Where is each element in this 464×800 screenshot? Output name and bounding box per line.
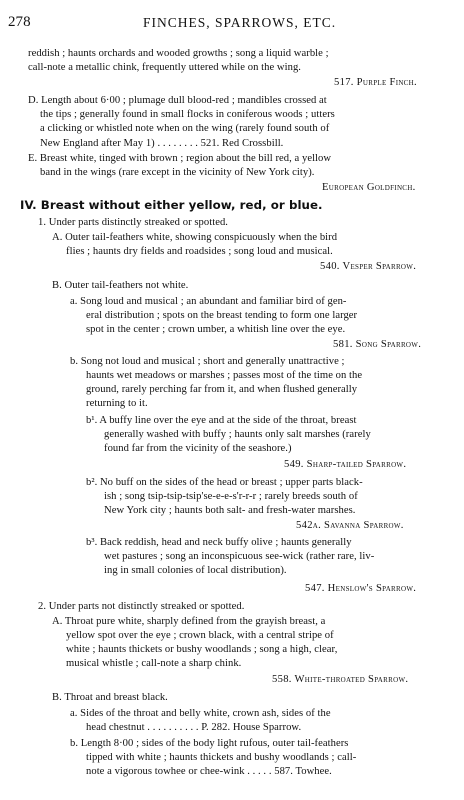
text-line: a. Song loud and musical ; an abundant and familiar bird of gen- [70,296,347,307]
text-line: ing in small colonies of local distribution). [104,565,287,576]
text-line: 1. Under parts distinctly streaked or spotted. [38,217,229,228]
running-title: FINCHES, SPARROWS, ETC. [143,15,337,30]
section-heading: IV. Breast without either yellow, red, or blue. [20,198,323,212]
text-line: the tips ; generally found in small flocks in coniferous woods ; utters [40,109,335,120]
text-line: D. Length about 6·00 ; plumage dull blood-red ; mandibles crossed at [28,95,327,106]
text-line: wet pastures ; song an inconspicuous see-wick (rather rare, liv- [104,551,375,562]
text-line: note a vigorous towhee or chee-wink . . . . . 587. Towhee. [86,766,332,777]
text-line: white ; haunts thickets or bushy woodlands ; song a high, clear, [66,644,338,655]
text-line: yellow spot over the eye ; crown black, with a central stripe of [66,630,334,641]
text-line: b¹. A buffy line over the eye and at the side of the throat, breast [86,415,357,426]
text-line: E. Breast white, tinged with brown ; region about the bill red, a yellow [28,153,332,164]
text-line: call-note a metallic chink, frequently uttered while on the wing. [28,62,302,73]
text-line: head chestnut . . . . . . . . . . P. 282. House Sparrow. [86,722,302,733]
text-line: a clicking or whistled note when on the wing (rarely found south of [40,123,330,134]
text-line: ish ; song tsip-tsip-tsip'se-e-e-s'r-r-r ; rarely breeds south of [104,491,358,502]
text-line: A. Outer tail-feathers white, showing conspicuously when the bird [52,232,338,243]
text-line: b². No buff on the sides of the head or breast ; upper parts black- [86,477,363,488]
text-line: generally washed with buffy ; haunts only salt marshes (rarely [104,429,371,440]
species-reference: 517. Purple Finch. [334,77,417,88]
text-line: New York city ; haunts both salt- and fresh-water marshes. [104,505,356,516]
page-number: 278 [8,14,31,30]
species-reference: 542a. Savanna Sparrow. [296,520,404,531]
text-line: a. Sides of the throat and belly white, crown ash, sides of the [70,708,331,719]
text-line: ground, rarely perching far from it, and when flushed generally [86,384,358,395]
text-line: haunts wet meadows or marshes ; passes most of the time on the [86,370,363,381]
species-reference: 581. Song Sparrow. [333,339,422,350]
text-line: tipped with white ; haunts thickets and bushy woodlands ; call- [86,752,357,763]
text-line: 2. Under parts not distinctly streaked or spotted. [38,601,245,612]
text-line: New England after May 1) . . . . . . . . 521. Red Crossbill. [40,138,284,149]
species-reference: 549. Sharp-tailed Sparrow. [284,459,407,470]
text-line: b. Song not loud and musical ; short and generally unattractive ; [70,356,345,367]
text-line: A. Throat pure white, sharply defined from the grayish breast, a [52,616,326,627]
text-line: reddish ; haunts orchards and wooded growths ; song a liquid warble ; [28,48,329,59]
text-line: returning to it. [86,398,148,409]
text-line: flies ; haunts dry fields and roadsides ; song loud and musical. [66,246,333,257]
text-line: spot in the center ; crown umber, a whitish line over the eye. [86,324,346,335]
species-reference: European Goldfinch. [322,182,416,193]
text-line: B. Outer tail-feathers not white. [52,280,189,291]
text-line: found far from the vicinity of the seashore.) [104,443,292,454]
species-reference: 558. White-throated Sparrow. [272,674,409,685]
text-line: B. Throat and breast black. [52,692,168,703]
text-line: band in the wings (rare except in the vicinity of New York city). [40,167,315,178]
text-line: eral distribution ; spots on the breast tending to form one larger [86,310,358,321]
text-line: b³. Back reddish, head and neck buffy olive ; haunts generally [86,537,352,548]
species-reference: 540. Vesper Sparrow. [320,261,417,272]
text-line: b. Length 8·00 ; sides of the body light rufous, outer tail-feathers [70,738,349,749]
species-reference: 547. Henslow's Sparrow. [305,583,417,594]
text-line: musical whistle ; call-note a sharp chink. [66,658,242,669]
